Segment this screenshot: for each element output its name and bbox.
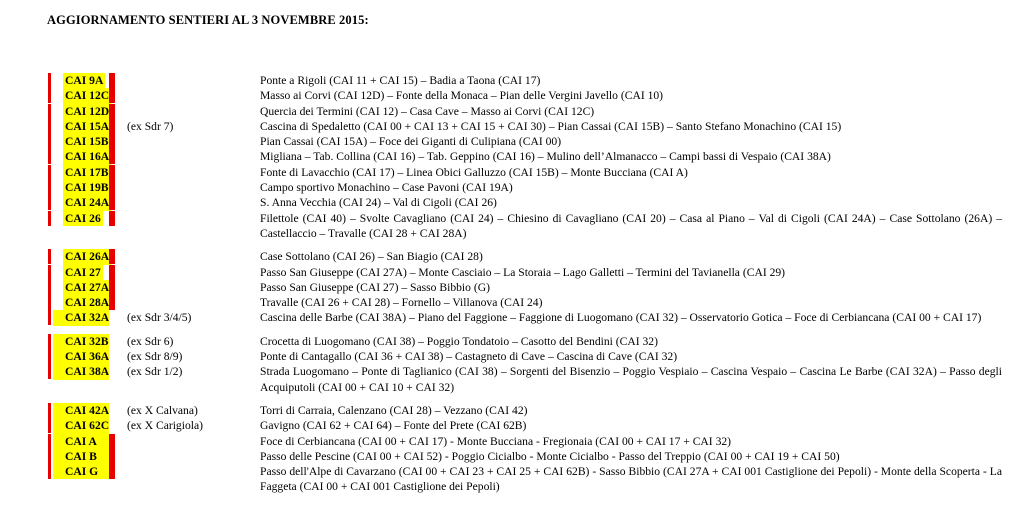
left-marker <box>45 73 53 88</box>
trail-description: Ponte di Cantagallo (CAI 36 + CAI 38) – Castagneto di Cave – Cascina di Cave (CAI 32) <box>260 350 678 364</box>
table-row <box>45 104 1005 119</box>
trail-description: Migliana – Tab. Collina (CAI 16) – Tab. Geppino (CAI 16) – Mulino dell’Almanacco – Campi bassi di Vespaio (CAI 38A) <box>260 150 831 164</box>
trail-description: Ponte a Rigoli (CAI 11 + CAI 15) – Badia a Taona (CAI 17) <box>260 74 541 87</box>
trail-description: Crocetta di Luogomano (CAI 38) – Poggio Tondatoio – Casotto del Bendini (CAI 32) <box>260 334 658 348</box>
left-marker <box>45 88 53 103</box>
trail-note: (ex X Carigiola) <box>127 419 203 433</box>
trail-code: CAI 62C <box>53 418 109 433</box>
trail-table <box>45 73 1005 495</box>
left-marker <box>45 249 53 264</box>
right-marker <box>109 134 121 149</box>
trail-code: CAI 15A <box>65 119 110 133</box>
left-marker <box>45 449 53 464</box>
left-marker <box>45 364 53 379</box>
trail-code: CAI 24A <box>65 196 110 210</box>
table-row <box>45 165 1005 180</box>
table-row <box>45 310 1005 325</box>
table-row <box>45 249 1005 264</box>
left-marker <box>45 280 53 295</box>
left-marker <box>45 211 53 226</box>
right-marker <box>109 265 121 280</box>
trail-code: CAI 27 <box>65 265 101 279</box>
left-marker <box>45 434 53 449</box>
right-marker <box>109 119 121 134</box>
table-row <box>45 211 1005 242</box>
trail-code: CAI 19B <box>65 181 109 195</box>
right-marker <box>109 165 121 180</box>
table-row <box>45 180 1005 195</box>
trail-description: Torri di Carraia, Calenzano (CAI 28) – Vezzano (CAI 42) <box>260 403 528 417</box>
right-marker <box>109 434 121 449</box>
trail-description: Cascina delle Barbe (CAI 38A) – Piano del Faggione – Faggione di Luogomano (CAI 32) – Osservatorio Gotica – Foce di Cerbiancana (CAI 00 + CAI 17) <box>260 311 982 325</box>
right-marker <box>109 449 121 464</box>
left-marker <box>45 349 53 364</box>
trail-code: CAI 27A <box>65 280 110 294</box>
right-marker <box>109 280 121 295</box>
trail-description: Quercia dei Termini (CAI 12) – Casa Cave – Masso ai Corvi (CAI 12C) <box>260 104 595 118</box>
trail-code: CAI 12C <box>65 89 110 103</box>
trail-description: Passo San Giuseppe (CAI 27A) – Monte Casciaio – La Storaia – Lago Galletti – Termini del Tavianella (CAI 29) <box>260 265 786 279</box>
left-marker <box>45 418 53 433</box>
trail-note: (ex Sdr 1/2) <box>127 365 183 379</box>
right-marker <box>109 180 121 195</box>
trail-description: Passo San Giuseppe (CAI 27) – Sasso Bibbio (G) <box>260 280 490 294</box>
left-marker <box>45 104 53 119</box>
table-row <box>45 403 1005 418</box>
left-marker <box>45 195 53 210</box>
right-marker <box>109 104 121 119</box>
trail-code: CAI 12D <box>65 104 110 118</box>
left-marker <box>45 149 53 164</box>
trail-code: CAI 26 <box>65 211 101 225</box>
table-row <box>45 464 1005 495</box>
trail-description: Masso ai Corvi (CAI 12D) – Fonte della Monaca – Pian delle Vergini Javello (CAI 10) <box>260 89 664 103</box>
trail-note: (ex Sdr 3/4/5) <box>127 311 192 325</box>
trail-code: CAI B <box>53 449 109 464</box>
table-row <box>45 119 1005 134</box>
trail-description: Case Sottolano (CAI 26) – San Biagio (CAI 28) <box>260 250 483 264</box>
right-marker <box>109 149 121 164</box>
left-marker <box>45 464 53 479</box>
table-row <box>45 265 1005 280</box>
trail-code: CAI 16A <box>65 150 110 164</box>
table-row <box>45 73 1005 88</box>
trail-description: Foce di Cerbiancana (CAI 00 + CAI 17) - Monte Bucciana - Fregionaia (CAI 00 + CAI 17 + CAI 32) <box>260 434 732 448</box>
right-marker <box>109 211 121 226</box>
table-row <box>45 364 1005 395</box>
table-row <box>45 418 1005 433</box>
trail-description: Strada Luogomano – Ponte di Taglianico (CAI 38) – Sorgenti del Bisenzio – Poggio Vespiaio – Cascina Vespaio – Cascina Le Barbe (CAI 32A) – Passo degli Acquiputoli (CAI 00 + CAI 10 + CAI 32) <box>260 365 1002 394</box>
right-marker <box>109 73 121 88</box>
left-marker <box>45 180 53 195</box>
table-row <box>45 280 1005 295</box>
trail-description: S. Anna Vecchia (CAI 24) – Val di Cigoli (CAI 26) <box>260 196 497 210</box>
trail-code: CAI 42A <box>53 403 109 418</box>
table-row <box>45 134 1005 149</box>
trail-description: Campo sportivo Monachino – Case Pavoni (CAI 19A) <box>260 181 513 195</box>
trail-description: Gavigno (CAI 62 + CAI 64) – Fonte del Prete (CAI 62B) <box>260 419 527 433</box>
table-row <box>45 334 1005 349</box>
trail-description: Passo dell'Alpe di Cavarzano (CAI 00 + CAI 23 + CAI 25 + CAI 62B) - Sasso Bibbio (CAI 27A + CAI 001 Castiglione dei Pepoli) - Monte della Scoperta - La Faggeta (CAI 00 + CAI 001 Castiglione dei Pepoli) <box>260 465 1002 494</box>
row-spacer <box>45 395 1005 403</box>
trail-description: Passo delle Pescine (CAI 00 + CAI 52) - Poggio Cicialbo - Monte Cicialbo - Passo del Treppio (CAI 00 + CAI 19 + CAI 50) <box>260 449 840 463</box>
trail-description: Cascina di Spedaletto (CAI 00 + CAI 13 + CAI 15 + CAI 30) – Pian Cassai (CAI 15B) – Santo Stefano Monachino (CAI 15) <box>260 119 842 133</box>
left-marker <box>45 134 53 149</box>
table-row <box>45 195 1005 210</box>
trail-description: Travalle (CAI 26 + CAI 28) – Fornello – Villanova (CAI 24) <box>260 296 543 310</box>
trail-note: (ex Sdr 7) <box>127 119 174 133</box>
left-marker <box>45 295 53 310</box>
table-row <box>45 149 1005 164</box>
left-marker <box>45 119 53 134</box>
left-marker <box>45 310 53 325</box>
trail-description: Fonte di Lavacchio (CAI 17) – Linea Obici Galluzzo (CAI 15B) – Monte Bucciana (CAI A) <box>260 165 688 179</box>
trail-code: CAI A <box>53 434 109 449</box>
left-marker <box>45 403 53 418</box>
trail-description: Filettole (CAI 40) – Svolte Cavagliano (CAI 24) – Chiesino di Cavagliano (CAI 20) – Casa al Piano – Val di Cigoli (CAI 24A) – Case Sottolano (26A) – Castellaccio – Travalle (CAI 28 + CAI 28A) <box>260 211 1002 240</box>
trail-note: (ex Sdr 6) <box>127 334 174 348</box>
right-marker <box>109 464 121 479</box>
table-row <box>45 295 1005 310</box>
row-spacer <box>45 241 1005 249</box>
trail-code: CAI 32A <box>53 310 109 325</box>
left-marker <box>45 165 53 180</box>
table-row <box>45 88 1005 103</box>
right-marker <box>109 195 121 210</box>
trail-code: CAI 32B <box>53 334 109 349</box>
row-spacer <box>45 326 1005 334</box>
table-row <box>45 434 1005 449</box>
table-row <box>45 449 1005 464</box>
trail-note: (ex X Calvana) <box>127 403 198 417</box>
trail-code: CAI 38A <box>53 364 109 379</box>
trail-code: CAI 17B <box>65 165 109 179</box>
trail-code: CAI 28A <box>65 296 110 310</box>
left-marker <box>45 265 53 280</box>
trail-code: CAI 26A <box>65 250 110 264</box>
right-marker <box>109 249 121 264</box>
page-title: AGGIORNAMENTO SENTIERI AL 3 NOVEMBRE 2015: <box>47 13 369 27</box>
right-marker <box>109 295 121 310</box>
trail-code: CAI 36A <box>53 349 109 364</box>
trail-note: (ex Sdr 8/9) <box>127 350 183 364</box>
trail-description: Pian Cassai (CAI 15A) – Foce dei Giganti di Culipiana (CAI 00) <box>260 135 562 149</box>
trail-code: CAI G <box>53 464 109 479</box>
table-row <box>45 349 1005 364</box>
left-marker <box>45 334 53 349</box>
trail-code: CAI 15B <box>65 135 109 149</box>
right-marker <box>109 88 121 103</box>
trail-code: CAI 9A <box>65 74 104 87</box>
